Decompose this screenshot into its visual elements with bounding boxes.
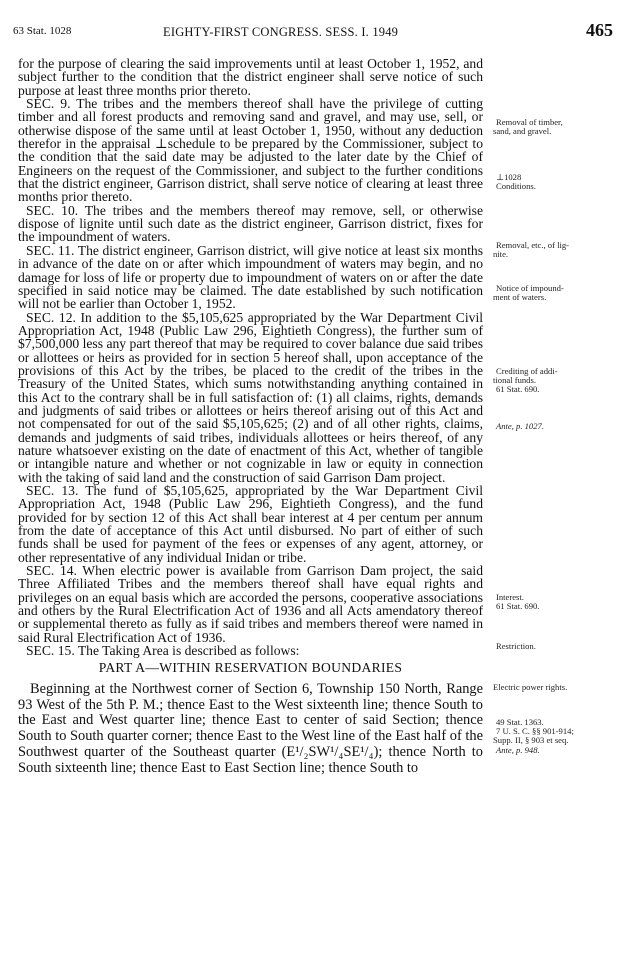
margin-note-lignite: Removal, etc., of lig- nite. [493, 240, 570, 260]
margin-note-interest: Interest. 61 Stat. 690. [496, 592, 540, 612]
section-13: SEC. 13. The fund of $5,105,625, appropriated by the War Department Civil Appropriation Act, 1948 (Public Law 296, Eightieth Congress), and the fund provided for by section 12 of this Act shall bear interest at 4 per centum per annum from the date of acceptance of this Act until disbursed. No part of either of such funds shall be used for payment of the fees or expenses of any agent, attorney, or other representative of any individual Inidan or tribe. [18, 483, 483, 565]
margin-note-impoundment: Notice of impound- ment of waters. [493, 283, 564, 303]
section-14: SEC. 14. When electric power is available from Garrison Dam project, the said Three Affiliated Tribes and the members thereof shall have equal rights and privileges on an equal basis which are accorded the persons, cooperative associations and others by the Rural Electrification Act of 1936 and all Acts amendatory thereof or supplemental thereto as fully as if said tribes and members thereof were named in said Rural Electrification Act of 1936. [18, 563, 483, 645]
running-head: EIGHTY-FIRST CONGRESS. SESS. I. 1949 [163, 25, 399, 39]
margin-note-restriction: Restriction. [496, 641, 536, 651]
margin-note-removal-timber: Removal of timber, sand, and gravel. [493, 117, 563, 137]
margin-note-crediting-funds: Crediting of addi- tional funds. 61 Stat. 690. [493, 366, 558, 395]
main-text [18, 57, 483, 777]
section-9: SEC. 9. The tribes and the members thereof shall have the privilege of cutting timber and all forest products and removing sand and gravel, and may use, sell, or otherwise dispose of the same until at least October 1, 1950, without any deduction therefor in the appraisal ⊥schedule to be prepared by the Commissioner, subject to the condition that the said date may be adjusted to the later date by the Chief of Engineers on the request of the Commissioner, and subject to the further conditions that the district engineer, Garrison district, shall serve notice of clearing at least three months prior thereto. [18, 96, 483, 205]
paragraph-continued: for the purpose of clearing the said improvements until at least October 1, 1952, and subject further to the condition that the district engineer shall serve notice of such purpose at least three months prior thereto. [18, 56, 483, 98]
margin-note-ante-1027: Ante, p. 1027. [496, 421, 544, 431]
margin-note-citations: 49 Stat. 1363. 7 U. S. C. §§ 901-914; Supp. II, § 903 et seq. Ante, p. 948. [493, 717, 574, 755]
margin-note-conditions: ⊥1028 Conditions. [496, 172, 536, 192]
section-12: SEC. 12. In addition to the $5,105,625 appropriated by the War Department Civil Appropriation Act, 1948 (Public Law 296, Eightieth Congress), the further sum of $7,500,000 less any part thereof that may be required to cover balance due said tribes or allottees or heirs as provided for in section 5 hereof shall, upon acceptance of the provisions of this Act by the tribes, be placed to the credit of the tribes in the Treasury of the United States, which sums notwithstanding anything contained in this Act to the contrary shall be in full satisfaction of: (1) all claims, rights, demands and judgments of said tribes or allottees or heirs thereof arising out of this Act and not compensated for out of the said $5,105,625; (2) and of all other rights, claims, demands and judgments of said tribes, individuals allottees or heirs thereof, of any nature whatsoever existing on the date of enactment of this Act, whether of tangible or intangible nature and whether or not cognizable in law or equity in connection with the taking of said land and the construction of said Garrison Dam project. [18, 309, 483, 485]
part-a-description: Beginning at the Northwest corner of Section 6, Township 150 North, Range 93 West of the 5th P. M.; thence East to the West sixteenth line; thence South to the East and West quarter line; thence East to center of said Section; thence South to South quarter corner; thence East to the West line of the East half of the Southwest quarter of the Southeast quarter (E¹/₂SW¹/₄SE¹/₄); thence North to South sixteenth line; thence East to East Section line; thence South to [18, 680, 483, 776]
page-header [13, 22, 613, 42]
section-11: SEC. 11. The district engineer, Garrison district, will give notice at least six months in advance of the date on or after which impoundment of waters may begin, and no damage for loss of life or property due to impoundment of waters on or after the date specified in said notice may be claimed. The date established by such notification will not be earlier than October 1, 1952. [18, 242, 483, 312]
page-number: 465 [586, 20, 613, 40]
part-a-heading: PART A—WITHIN RESERVATION BOUNDARIES [98, 660, 403, 676]
section-15: SEC. 15. The Taking Area is described as follows: [26, 643, 300, 659]
statute-citation: 63 Stat. 1028 [13, 25, 72, 37]
section-10: SEC. 10. The tribes and the members thereof may remove, sell, or otherwise dispose of lignite until such date as the district engineer, Garrison district, fixes for the impoundment of waters. [18, 202, 483, 245]
margin-note-electric-power: Electric power rights. [493, 682, 568, 692]
